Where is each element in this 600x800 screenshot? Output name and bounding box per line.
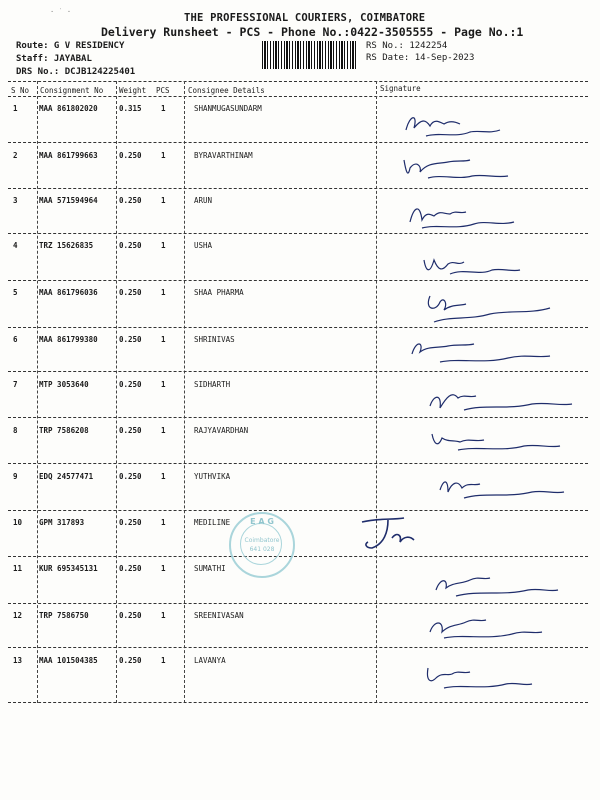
signature-scribble-13 bbox=[422, 660, 534, 696]
row-consignment: MAA 571594964 bbox=[39, 196, 98, 205]
stamp-inner-ring bbox=[240, 523, 282, 565]
rs-number: RS No.: 1242254 bbox=[366, 41, 448, 51]
signature-scribble-2 bbox=[398, 152, 514, 188]
row-consignee: YUTHVIKA bbox=[194, 472, 231, 481]
row-pcs: 1 bbox=[161, 104, 166, 113]
row-weight: 0.250 bbox=[119, 335, 142, 344]
row-weight: 0.250 bbox=[119, 518, 142, 527]
row-pcs: 1 bbox=[161, 611, 166, 620]
row-sno: 3 bbox=[13, 196, 18, 205]
row-weight: 0.250 bbox=[119, 472, 142, 481]
row-pcs: 1 bbox=[161, 335, 166, 344]
row-sno: 12 bbox=[13, 611, 23, 620]
row-pcs: 1 bbox=[161, 196, 166, 205]
row-weight: 0.250 bbox=[119, 426, 142, 435]
row-weight: 0.315 bbox=[119, 104, 142, 113]
row-consignee: ARUN bbox=[194, 196, 213, 205]
row-weight: 0.250 bbox=[119, 656, 142, 665]
row-weight: 0.250 bbox=[119, 564, 142, 573]
row-weight: 0.250 bbox=[119, 288, 142, 297]
col-separator bbox=[37, 81, 38, 703]
row-weight: 0.250 bbox=[119, 196, 142, 205]
signature-scribble-6 bbox=[404, 334, 554, 368]
row-consignee: SHAA PHARMA bbox=[194, 288, 244, 297]
row-consignment: MTP 3053640 bbox=[39, 380, 89, 389]
row-rule bbox=[8, 647, 588, 648]
row-consignment: MAA 861802020 bbox=[39, 104, 98, 113]
row-consignment: MAA 861799380 bbox=[39, 335, 98, 344]
row-pcs: 1 bbox=[161, 380, 166, 389]
scan-specks: · ˙ · bbox=[50, 8, 72, 16]
row-consignment: MAA 861796036 bbox=[39, 288, 98, 297]
table-bottom-rule bbox=[8, 702, 588, 703]
col-header-consignment: Consignment No bbox=[40, 86, 104, 95]
row-sno: 9 bbox=[13, 472, 18, 481]
row-sno: 2 bbox=[13, 151, 18, 160]
row-consignee: MEDILINE bbox=[194, 518, 231, 527]
row-consignee: USHA bbox=[194, 241, 213, 250]
signature-scribble-8 bbox=[426, 428, 562, 458]
row-pcs: 1 bbox=[161, 564, 166, 573]
stamp-city: Coimbatore bbox=[244, 537, 280, 544]
col-separator bbox=[376, 81, 377, 703]
row-weight: 0.250 bbox=[119, 241, 142, 250]
row-rule bbox=[8, 603, 588, 604]
row-sno: 8 bbox=[13, 426, 18, 435]
col-header-weight: Weight bbox=[119, 86, 147, 95]
row-pcs: 1 bbox=[161, 288, 166, 297]
row-rule bbox=[8, 510, 588, 511]
row-pcs: 1 bbox=[161, 656, 166, 665]
row-rule bbox=[8, 371, 588, 372]
row-consignee: BYRAVARTHINAM bbox=[194, 151, 253, 160]
page-title: THE PROFESSIONAL COURIERS, COIMBATORE bbox=[184, 12, 426, 24]
row-weight: 0.250 bbox=[119, 151, 142, 160]
row-consignment: TRP 7586750 bbox=[39, 611, 89, 620]
row-pcs: 1 bbox=[161, 518, 166, 527]
row-consignment: MAA 861799663 bbox=[39, 151, 98, 160]
col-header-signature: Signature bbox=[380, 84, 421, 93]
company-stamp bbox=[229, 512, 295, 578]
row-weight: 0.250 bbox=[119, 611, 142, 620]
row-pcs: 1 bbox=[161, 472, 166, 481]
row-pcs: 1 bbox=[161, 426, 166, 435]
signature-scribble-12 bbox=[424, 608, 544, 644]
row-sno: 11 bbox=[13, 564, 23, 573]
page-subtitle: Delivery Runsheet - PCS - Phone No.:0422-3505555 - Page No.:1 bbox=[101, 25, 524, 39]
row-consignee: SUMATHI bbox=[194, 564, 226, 573]
row-rule bbox=[8, 142, 588, 143]
row-sno: 4 bbox=[13, 241, 18, 250]
row-sno: 7 bbox=[13, 380, 18, 389]
row-sno: 5 bbox=[13, 288, 18, 297]
row-consignment: EDQ 24577471 bbox=[39, 472, 94, 481]
row-sno: 1 bbox=[13, 104, 18, 113]
signature-scribble-9 bbox=[436, 472, 566, 504]
signature-scribble-4 bbox=[420, 250, 524, 282]
row-consignee: LAVANYA bbox=[194, 656, 226, 665]
row-pcs: 1 bbox=[161, 241, 166, 250]
rs-date: RS Date: 14-Sep-2023 bbox=[366, 53, 475, 63]
row-rule bbox=[8, 556, 588, 557]
col-header-consignee: Consignee Details bbox=[188, 86, 265, 95]
signature-scribble-10 bbox=[358, 514, 418, 554]
signature-scribble-3 bbox=[404, 198, 520, 232]
col-separator bbox=[184, 81, 185, 703]
row-weight: 0.250 bbox=[119, 380, 142, 389]
header-rule bbox=[8, 96, 588, 97]
signature-scribble-11 bbox=[430, 568, 560, 600]
row-pcs: 1 bbox=[161, 151, 166, 160]
col-header-pcs: PCS bbox=[156, 86, 170, 95]
signature-scribble-1 bbox=[400, 108, 510, 142]
stamp-top-text: E A G bbox=[250, 517, 274, 526]
barcode bbox=[262, 41, 358, 69]
row-consignee: SHANMUGASUNDARM bbox=[194, 104, 262, 113]
staff-label: Staff: JAYABAL bbox=[16, 54, 92, 64]
row-consignee: SHRINIVAS bbox=[194, 335, 235, 344]
row-consignment: TRP 7586208 bbox=[39, 426, 89, 435]
row-consignee: SIDHARTH bbox=[194, 380, 231, 389]
row-sno: 13 bbox=[13, 656, 23, 665]
table-top-rule bbox=[8, 81, 588, 82]
signature-scribble-7 bbox=[424, 384, 574, 418]
row-rule bbox=[8, 463, 588, 464]
col-header-sno: S No bbox=[11, 86, 30, 95]
row-consignment: GPM 317893 bbox=[39, 518, 85, 527]
row-sno: 10 bbox=[13, 518, 23, 527]
signature-scribble-5 bbox=[420, 290, 554, 328]
row-sno: 6 bbox=[13, 335, 18, 344]
row-rule bbox=[8, 188, 588, 189]
col-separator bbox=[116, 81, 117, 703]
drs-number: DRS No.: DCJB124225401 bbox=[16, 67, 136, 77]
row-consignment: MAA 101504385 bbox=[39, 656, 98, 665]
row-consignment: KUR 695345131 bbox=[39, 564, 98, 573]
row-consignee: RAJYAVARDHAN bbox=[194, 426, 249, 435]
row-consignee: SREENIVASAN bbox=[194, 611, 244, 620]
row-rule bbox=[8, 233, 588, 234]
route-label: Route: G V RESIDENCY bbox=[16, 41, 125, 51]
stamp-pin: 641 028 bbox=[249, 546, 275, 553]
row-consignment: TRZ 15626835 bbox=[39, 241, 94, 250]
